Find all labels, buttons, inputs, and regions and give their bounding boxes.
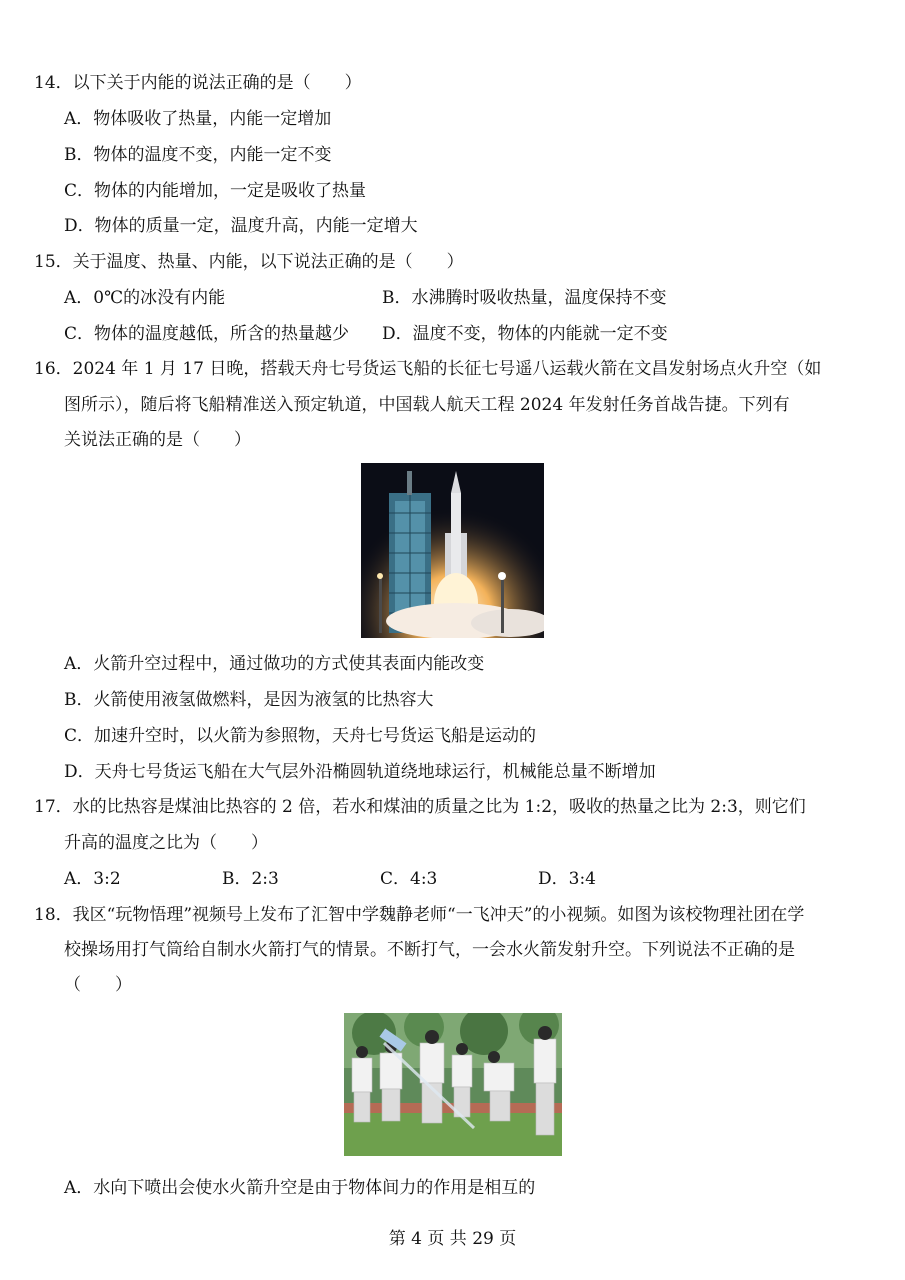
question-16-stem-line-2: 图所示），随后将飞船精准送入预定轨道，中国载人航天工程 2024 年发射任务首战告捷。下列有 [64,395,790,415]
rocket-launch-photo [361,463,544,638]
q15-option-b: B．水沸腾时吸收热量，温度保持不变 [382,288,667,308]
q15-option-d: D．温度不变，物体的内能就一定不变 [382,324,668,344]
question-18-stem-line-1: 18．我区“玩物悟理”视频号上发布了汇智中学魏静老师“一飞冲天”的小视频。如图为该校物理社团在学 [34,905,805,925]
q14-option-a: A．物体吸收了热量，内能一定增加 [64,109,332,129]
question-16-stem-line-1: 16．2024 年 1 月 17 日晚，搭载天舟七号货运飞船的长征七号遥八运载火箭在文昌发射场点火升空（如 [34,359,822,379]
question-18-stem-line-2: 校操场用打气筒给自制水火箭打气的情景。不断打气，一会水火箭发射升空。下列说法不正确的是 [64,940,795,960]
q16-option-c: C．加速升空时，以火箭为参照物，天舟七号货运飞船是运动的 [64,726,537,746]
q18-option-a: A．水向下喷出会使水火箭升空是由于物体间力的作用是相互的 [64,1178,536,1198]
question-17-stem-line-2: 升高的温度之比为（ ） [64,833,268,853]
question-17-stem-line-1: 17．水的比热容是煤油比热容的 2 倍，若水和煤油的质量之比为 1:2，吸收的热量之比为 2:3，则它们 [34,797,806,817]
q16-option-b: B．火箭使用液氢做燃料，是因为液氢的比热容大 [64,690,434,710]
q14-option-d: D．物体的质量一定，温度升高，内能一定增大 [64,216,418,236]
q15-option-a: A．0℃的冰没有内能 [64,288,226,308]
q17-option-b: B．2:3 [222,869,279,889]
q15-option-c: C．物体的温度越低，所含的热量越少 [64,324,350,344]
question-15-stem: 15．关于温度、热量、内能，以下说法正确的是（ ） [34,252,464,272]
q14-option-c: C．物体的内能增加，一定是吸收了热量 [64,181,367,201]
q17-option-d: D．3:4 [538,869,596,889]
q17-option-c: C．4:3 [380,869,438,889]
q16-option-a: A．火箭升空过程中，通过做功的方式使其表面内能改变 [64,654,485,674]
question-14-stem: 14．以下关于内能的说法正确的是（ ） [34,73,362,93]
q16-option-d: D．天舟七号货运飞船在大气层外沿椭圆轨道绕地球运行，机械能总量不断增加 [64,762,656,782]
question-16-stem-line-3: 关说法正确的是（ ） [64,430,251,450]
question-18-stem-line-3: （ ） [64,975,132,995]
q17-option-a: A．3:2 [64,869,121,889]
water-rocket-photo [344,1013,562,1156]
q14-option-b: B．物体的温度不变，内能一定不变 [64,145,332,165]
page-number-footer: 第 4 页 共 29 页 [388,1229,517,1249]
